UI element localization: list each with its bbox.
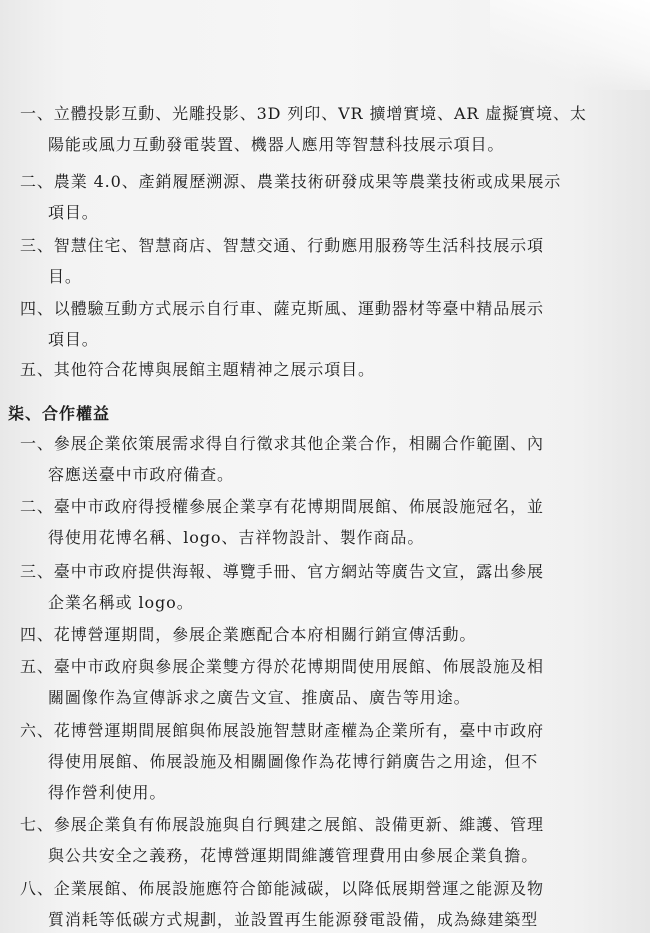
list-item-line: 二、臺中市政府得授權參展企業享有花博期間展館、佈展設施冠名，並 xyxy=(20,497,544,516)
list-item-line: 一、立體投影互動、光雕投影、3D 列印、VR 擴增實境、AR 虛擬實境、太 xyxy=(20,104,587,123)
list-item-line: 五、其他符合花博與展館主題精神之展示項目。 xyxy=(20,360,375,379)
list-item-line: 三、智慧住宅、智慧商店、智慧交通、行動應用服務等生活科技展示項 xyxy=(20,236,544,255)
list-item-line: 得使用展館、佈展設施及相關圖像作為花博行銷廣告之用途，但不 xyxy=(48,752,539,771)
list-item-line: 陽能或風力互動發電裝置、機器人應用等智慧科技展示項目。 xyxy=(48,135,505,154)
list-item-line: 五、臺中市政府與參展企業雙方得於花博期間使用展館、佈展設施及相 xyxy=(20,657,544,676)
list-item-line: 得使用花博名稱、logo、吉祥物設計、製作商品。 xyxy=(48,528,425,547)
list-item-line: 四、以體驗互動方式展示自行車、薩克斯風、運動器材等臺中精品展示 xyxy=(20,299,544,318)
list-item-line: 八、企業展館、佈展設施應符合節能減碳，以降低展期營運之能源及物 xyxy=(20,879,544,898)
list-item-line: 目。 xyxy=(48,267,82,286)
list-item-line: 與公共安全之義務，花博營運期間維護管理費用由參展企業負擔。 xyxy=(48,846,539,865)
list-item-line: 得作營利使用。 xyxy=(48,783,167,802)
list-item-line: 容應送臺中市政府備查。 xyxy=(48,465,234,484)
list-item-line: 六、花博營運期間展館與佈展設施智慧財產權為企業所有，臺中市政府 xyxy=(20,721,544,740)
list-item-line: 項目。 xyxy=(48,330,99,349)
list-item-line: 七、參展企業負有佈展設施與自行興建之展館、設備更新、維護、管理 xyxy=(20,815,544,834)
list-item-line: 二、農業 4.0、產銷履歷溯源、農業技術研發成果等農業技術或成果展示 xyxy=(20,172,562,191)
list-item-line: 關圖像作為宣傳訴求之廣告文宣、推廣品、廣告等用途。 xyxy=(48,688,471,707)
list-item-line: 一、參展企業依策展需求得自行徵求其他企業合作，相關合作範圍、內 xyxy=(20,434,544,453)
list-item-line: 質消耗等低碳方式規劃，並設置再生能源發電設備，成為綠建築型 xyxy=(48,910,539,929)
list-item-line: 企業名稱或 logo。 xyxy=(48,593,194,612)
list-item-line: 四、花博營運期間，參展企業應配合本府相關行銷宣傳活動。 xyxy=(20,625,477,644)
list-item-line: 項目。 xyxy=(48,203,99,222)
list-item-line: 三、臺中市政府提供海報、導覽手冊、官方網站等廣告文宣，露出參展 xyxy=(20,562,544,581)
section-heading: 柒、合作權益 xyxy=(8,404,111,423)
